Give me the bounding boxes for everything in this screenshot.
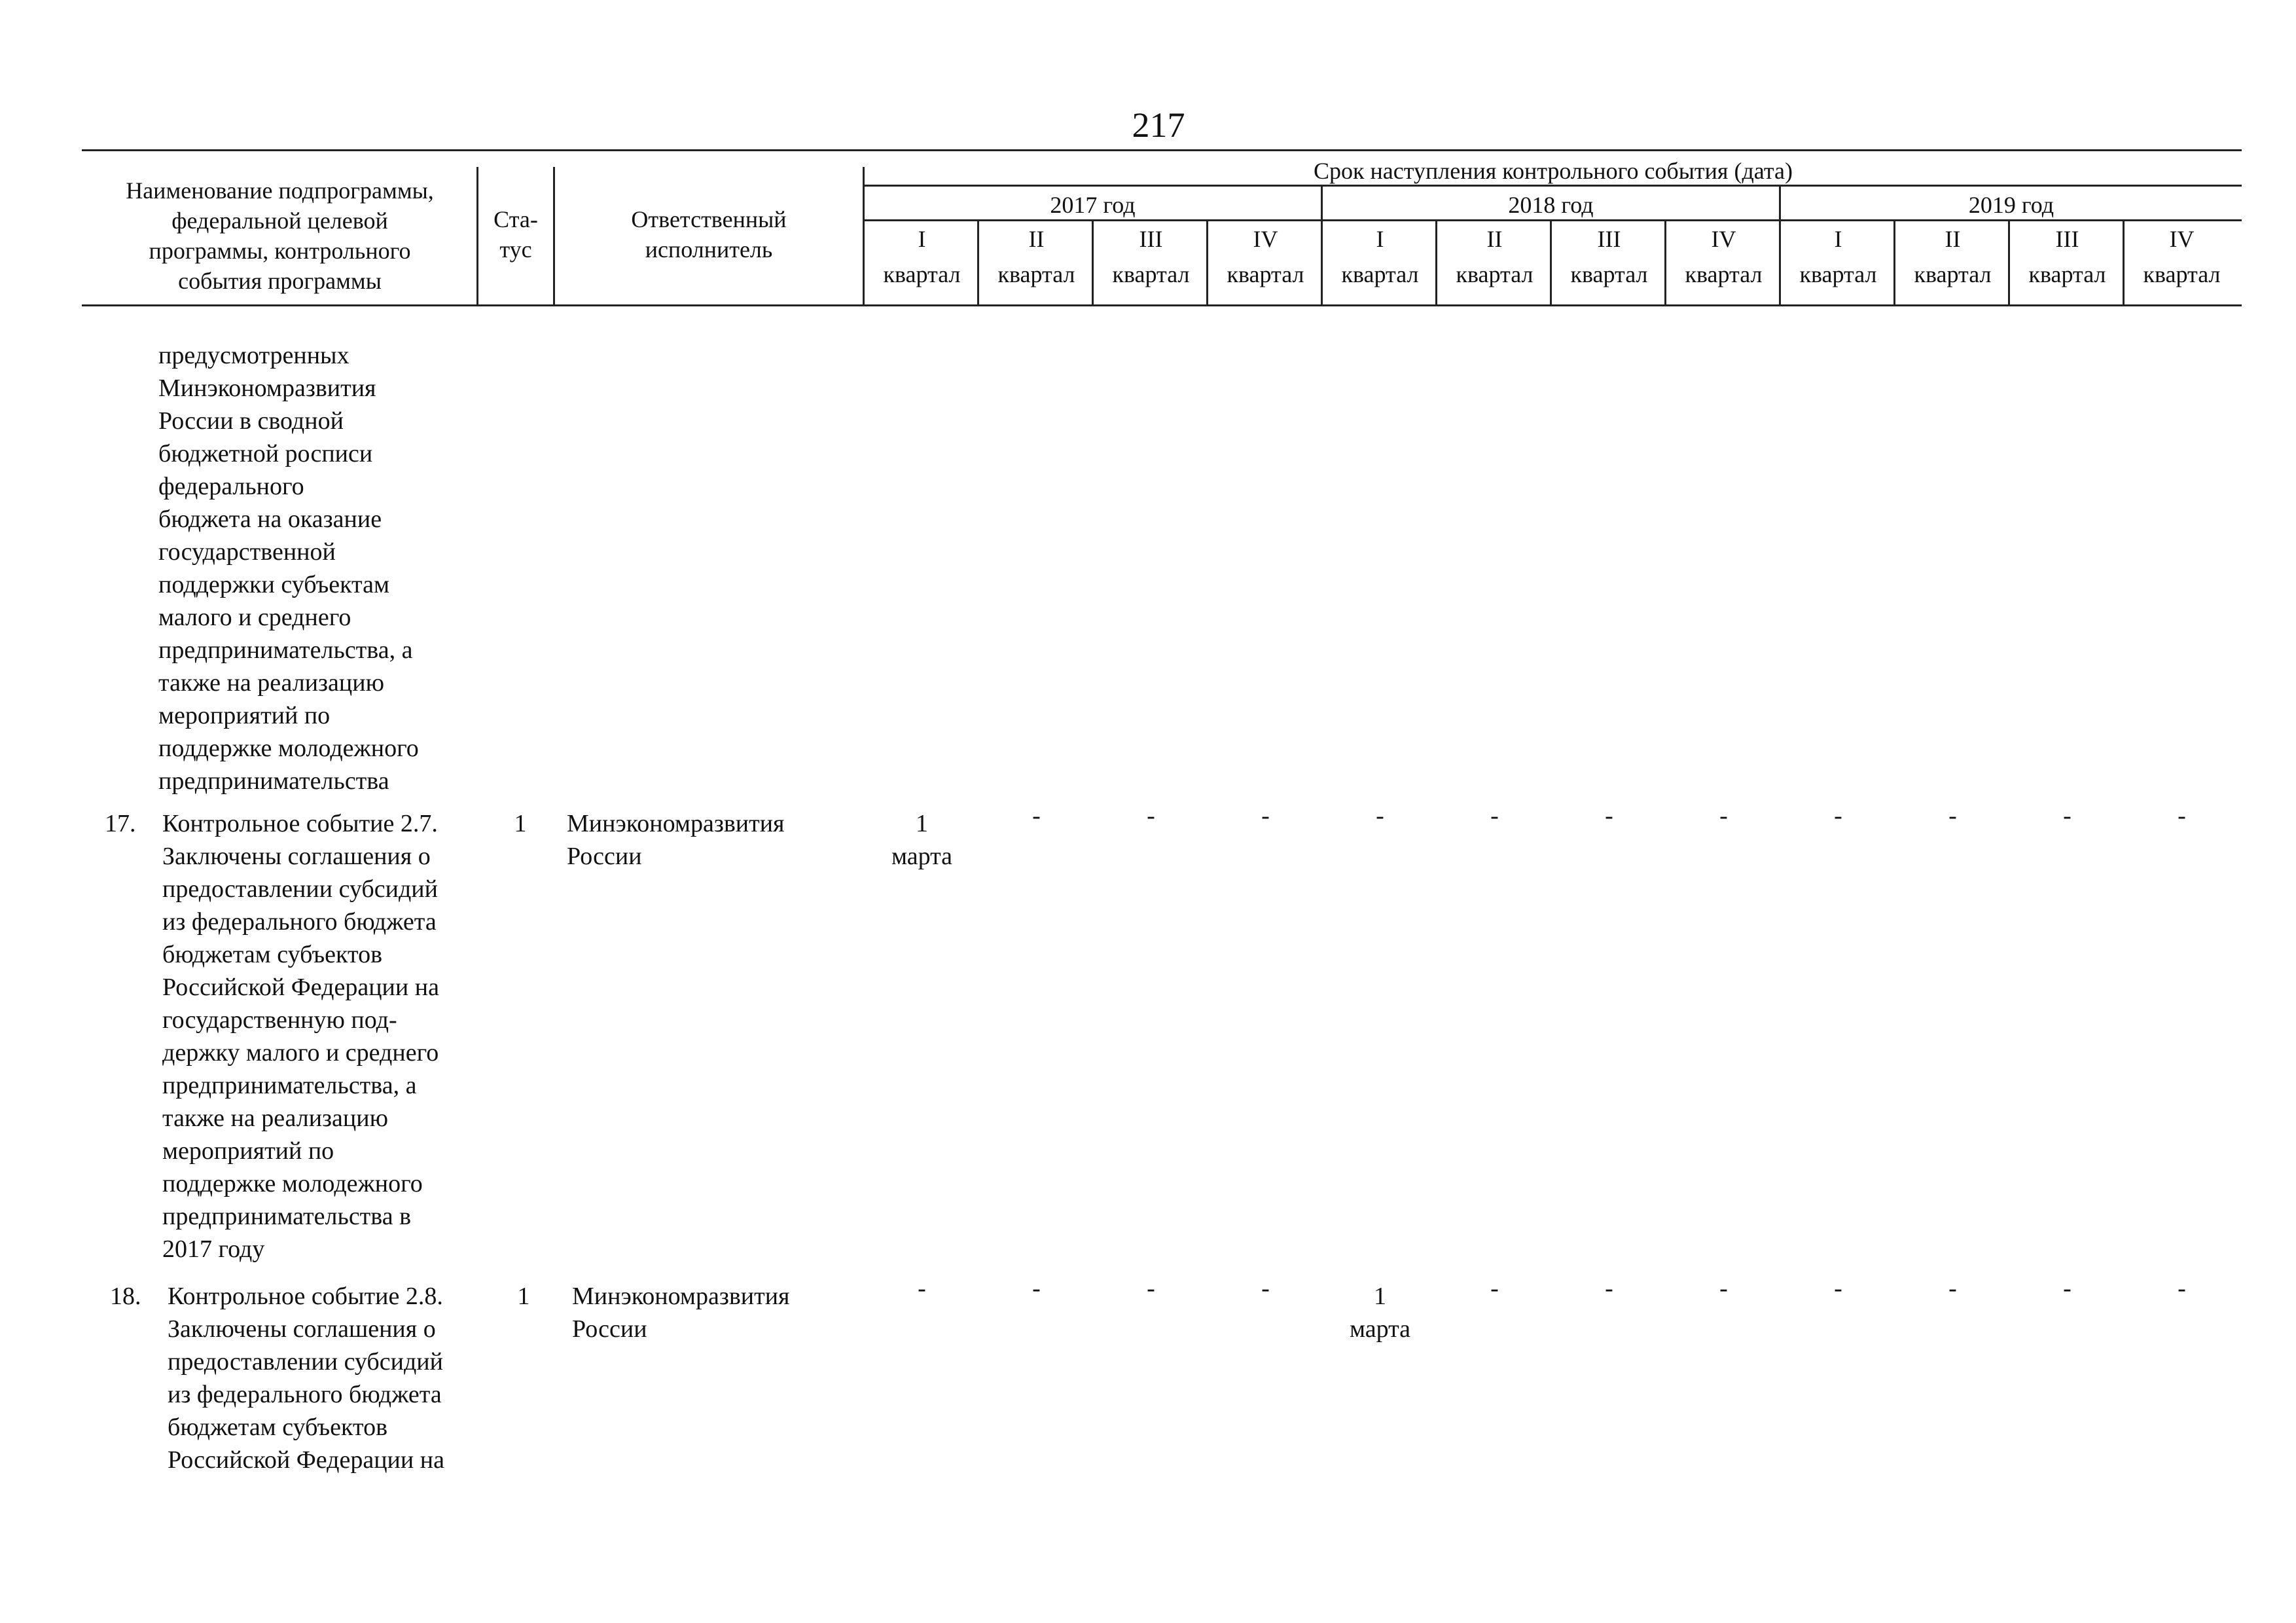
row-date-cell: - <box>1032 802 1041 830</box>
continuation-name-text: предусмотренных Минэкономразвития России в сводной бюджетной росписи федерального бюджета на оказание государственной поддержки субъектам малого и среднего предпринимательства, а также на реализацию мероприятий по поддержке молодежного предпринимательства <box>158 342 419 795</box>
header-status-column: Ста- тус <box>493 206 538 263</box>
row-date-cell: - <box>1605 802 1613 830</box>
header-quarter-number: I <box>1834 226 1842 252</box>
header-quarter-label: квартал <box>1570 261 1648 287</box>
row-date-cell: - <box>1834 802 1842 830</box>
header-name-column: Наименование подпрограммы, федеральной целевой программы, контрольного события программы <box>126 177 434 294</box>
row-number: 18. <box>110 1283 141 1310</box>
header-quarter-label: квартал <box>1341 261 1419 287</box>
row-number: 17. <box>105 810 136 837</box>
row-date-cell: - <box>1147 1275 1155 1302</box>
header-quarter-number: IV <box>1253 226 1278 252</box>
row-responsible: Минэкономразвития России <box>572 1283 790 1343</box>
header-quarter-number: III <box>1139 226 1163 252</box>
header-quarter-label: квартал <box>1914 261 1992 287</box>
header-quarter-number: II <box>1486 226 1503 252</box>
row-date-cell: - <box>1719 1275 1728 1302</box>
row-date-cell: 1 марта <box>891 810 953 870</box>
row-event-name: Контрольное событие 2.7. Заключены соглашения о предоставлении субсидий из федерального бюджета бюджетам субъектов Российской Федерации на государственную под- держку малого и среднего предпринимательства, а также на реализацию мероприятий по поддержке молодежного предпринимательства в 2017 году <box>162 810 439 1263</box>
header-year-2019: 2019 год <box>1968 192 2054 218</box>
header-deadline-title: Срок наступления контрольного события (дата) <box>1314 158 1793 184</box>
header-quarter-label: квартал <box>1227 261 1304 287</box>
row-date-cell: - <box>1490 1275 1499 1302</box>
header-quarter-label: квартал <box>1456 261 1534 287</box>
page-number: 217 <box>1132 105 1185 145</box>
header-responsible-column: Ответственный исполнитель <box>631 206 787 263</box>
header-quarter-number: I <box>918 226 926 252</box>
row-date-cell: - <box>2178 802 2186 830</box>
header-quarter-number: IV <box>1711 226 1736 252</box>
row-date-cell: - <box>1948 802 1957 830</box>
row-responsible: Минэкономразвития России <box>567 810 785 870</box>
header-quarter-number: III <box>2055 226 2079 252</box>
row-date-cell: - <box>2063 1275 2072 1302</box>
row-date-cell: - <box>2178 1275 2186 1302</box>
header-quarter-number: IV <box>2169 226 2195 252</box>
row-date-cell: - <box>1605 1275 1613 1302</box>
row-date-cell: - <box>1948 1275 1957 1302</box>
row-status: 1 <box>514 810 527 837</box>
header-year-2017: 2017 год <box>1050 192 1136 218</box>
row-date-cell: - <box>918 1275 926 1302</box>
row-date-cell: - <box>1147 802 1155 830</box>
header-quarter-label: квартал <box>997 261 1075 287</box>
row-date-cell: - <box>1261 802 1270 830</box>
header-quarter-number: III <box>1597 226 1621 252</box>
header-quarter-label: квартал <box>2143 261 2221 287</box>
header-quarter-label: квартал <box>1799 261 1877 287</box>
row-date-cell: - <box>1834 1275 1842 1302</box>
header-quarter-label: квартал <box>2028 261 2106 287</box>
header-quarter-number: II <box>1028 226 1045 252</box>
row-date-cell: - <box>1376 802 1384 830</box>
header-quarter-number: II <box>1945 226 1961 252</box>
header-quarter-label: квартал <box>883 261 961 287</box>
row-date-cell: - <box>1719 802 1728 830</box>
header-top-border <box>82 149 2242 151</box>
row-date-cell: 1 марта <box>1349 1283 1411 1343</box>
row-status: 1 <box>517 1283 530 1310</box>
header-quarter-label: квартал <box>1112 261 1190 287</box>
row-date-cell: - <box>1490 802 1499 830</box>
row-date-cell: - <box>1032 1275 1041 1302</box>
header-quarter-label: квартал <box>1685 261 1763 287</box>
header-quarter-number: I <box>1376 226 1384 252</box>
row-date-cell: - <box>2063 802 2072 830</box>
row-date-cell: - <box>1261 1275 1270 1302</box>
header-year-2018: 2018 год <box>1508 192 1594 218</box>
header-bottom-border <box>82 304 2242 306</box>
row-event-name: Контрольное событие 2.8. Заключены соглашения о предоставлении субсидий из федерального бюджета бюджетам субъектов Российской Федерации на <box>168 1283 444 1474</box>
